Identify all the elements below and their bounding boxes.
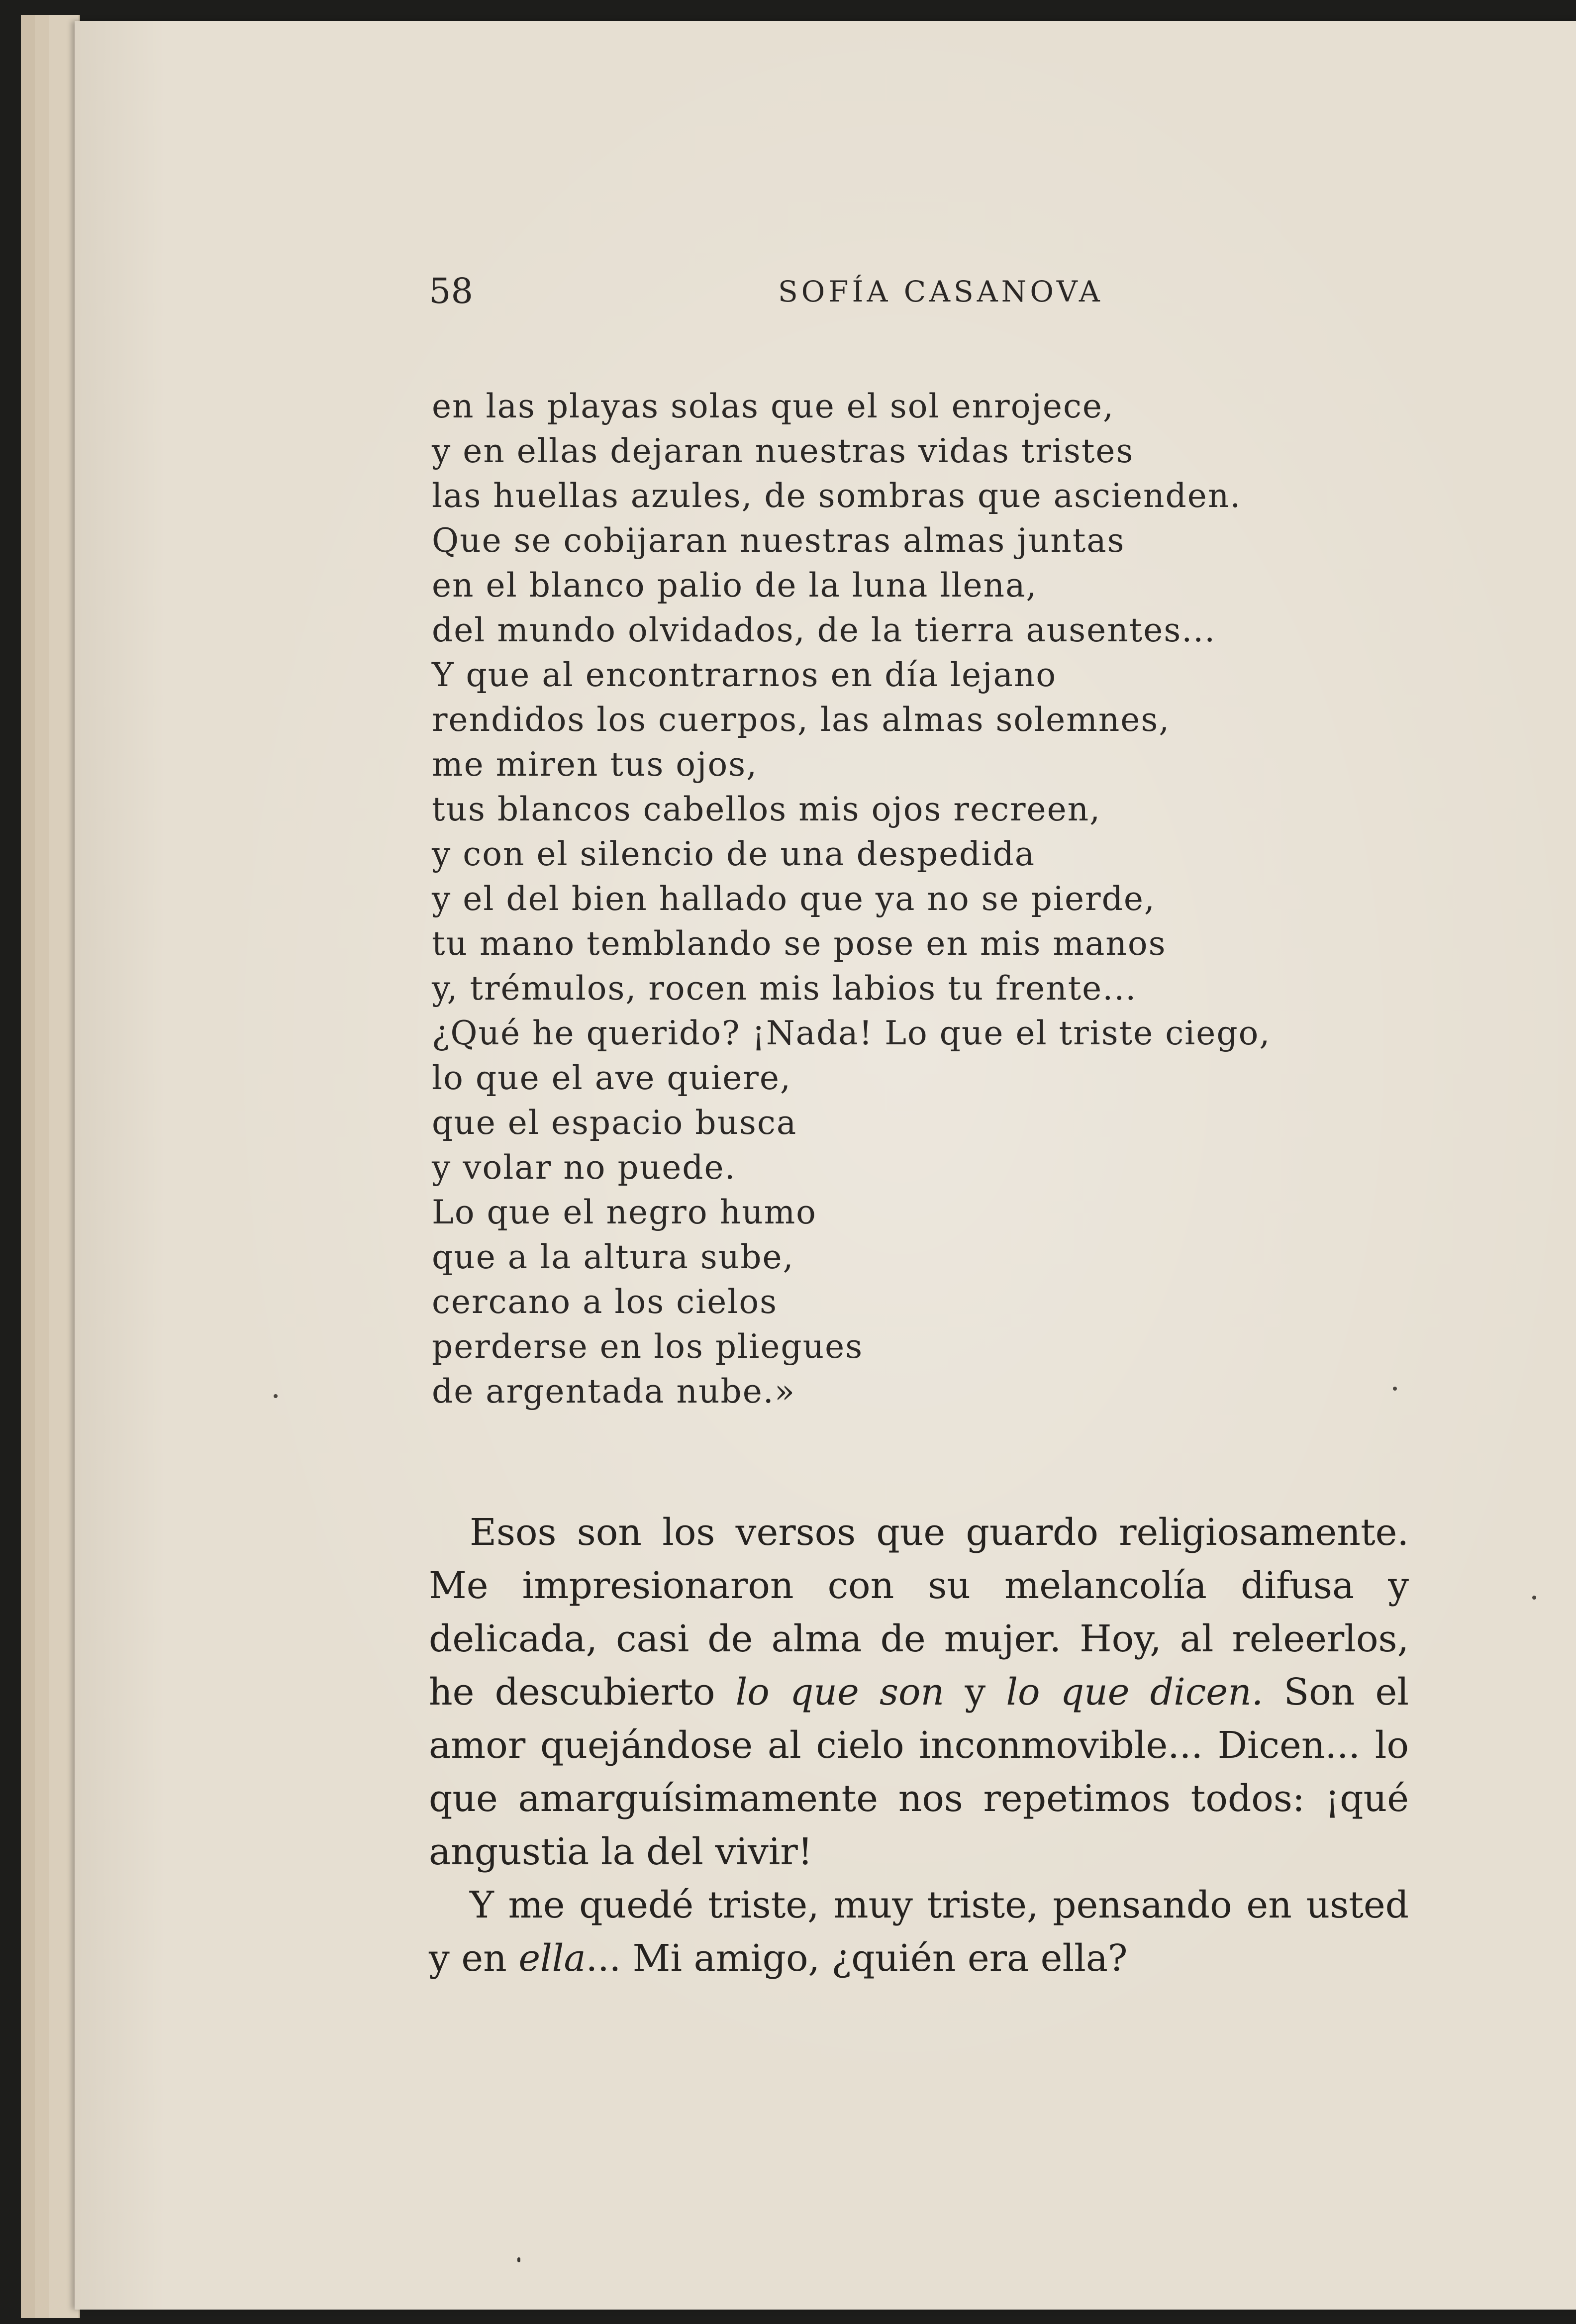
poem-line: y volar no puede. xyxy=(432,1148,736,1187)
paper-speck xyxy=(1532,1596,1536,1600)
poem-line: en el blanco palio de la luna llena, xyxy=(432,566,1038,605)
book-page xyxy=(75,21,1576,2310)
paragraph-text: ... Mi amigo, ¿quién era ella? xyxy=(586,1937,1128,1980)
poem-line: que el espacio busca xyxy=(432,1104,797,1142)
paper-speck xyxy=(1393,1387,1397,1391)
poem-line: cercano a los cielos xyxy=(432,1283,778,1321)
page-header xyxy=(429,271,1424,311)
poem-line: que a la altura sube, xyxy=(432,1238,794,1276)
running-head: SOFÍA CASANOVA xyxy=(778,275,1103,308)
poem-line: tu mano temblando se pose en mis manos xyxy=(432,924,1167,963)
poem-line: y el del bien hallado que ya no se pierde, xyxy=(432,880,1156,918)
paragraph xyxy=(429,1879,1409,1985)
poem-line: del mundo olvidados, de la tierra ausentes... xyxy=(432,611,1216,649)
italic-word: ella xyxy=(518,1937,586,1980)
italic-phrase: lo que dicen. xyxy=(1006,1671,1264,1714)
poem-line: las huellas azules, de sombras que ascienden. xyxy=(432,477,1242,515)
paragraph-text: Son el amor quejándose al cielo inconmovible... Dicen... lo que amarguísimamente nos repetimos todos: ¡qué angustia la del vivir! xyxy=(429,1671,1409,1873)
poem-line: en las playas solas que el sol enrojece, xyxy=(432,387,1114,425)
italic-phrase: lo que son xyxy=(735,1671,945,1714)
paragraph-text: Esos son los versos que guardo religiosamente. Me impresionaron con su melancolía difusa y delicada, casi de alma de mujer. Hoy, al releerlos, he descubierto xyxy=(429,1511,1409,1714)
poem-line: Que se cobijaran nuestras almas juntas xyxy=(432,521,1125,560)
poem xyxy=(432,384,1576,1414)
paragraph-text: y xyxy=(944,1671,1006,1714)
paper-speck xyxy=(274,1394,278,1398)
poem-line: ¿Qué he querido? ¡Nada! Lo que el triste ciego, xyxy=(432,1014,1271,1052)
page-number: 58 xyxy=(429,271,474,311)
poem-line: tus blancos cabellos mis ojos recreen, xyxy=(432,790,1101,828)
prose-body xyxy=(429,1506,1409,1985)
poem-line: lo que el ave quiere, xyxy=(432,1059,791,1097)
paragraph xyxy=(429,1506,1409,1879)
poem-line: Lo que el negro humo xyxy=(432,1193,817,1231)
paper-speck xyxy=(517,2257,520,2262)
poem-line: Y que al encontrarnos en día lejano xyxy=(432,656,1057,694)
paragraph-text: Y me quedé triste, muy triste, pensando en usted y en xyxy=(429,1884,1409,1980)
poem-line: y, trémulos, rocen mis labios tu frente... xyxy=(432,969,1137,1008)
poem-line: y en ellas dejaran nuestras vidas tristes xyxy=(432,432,1134,470)
poem-line: perderse en los pliegues xyxy=(432,1327,864,1366)
poem-line: y con el silencio de una despedida xyxy=(432,835,1036,873)
poem-line: de argentada nube.» xyxy=(432,1372,796,1411)
poem-line: me miren tus ojos, xyxy=(432,745,758,784)
poem-line: rendidos los cuerpos, las almas solemnes, xyxy=(432,701,1171,739)
